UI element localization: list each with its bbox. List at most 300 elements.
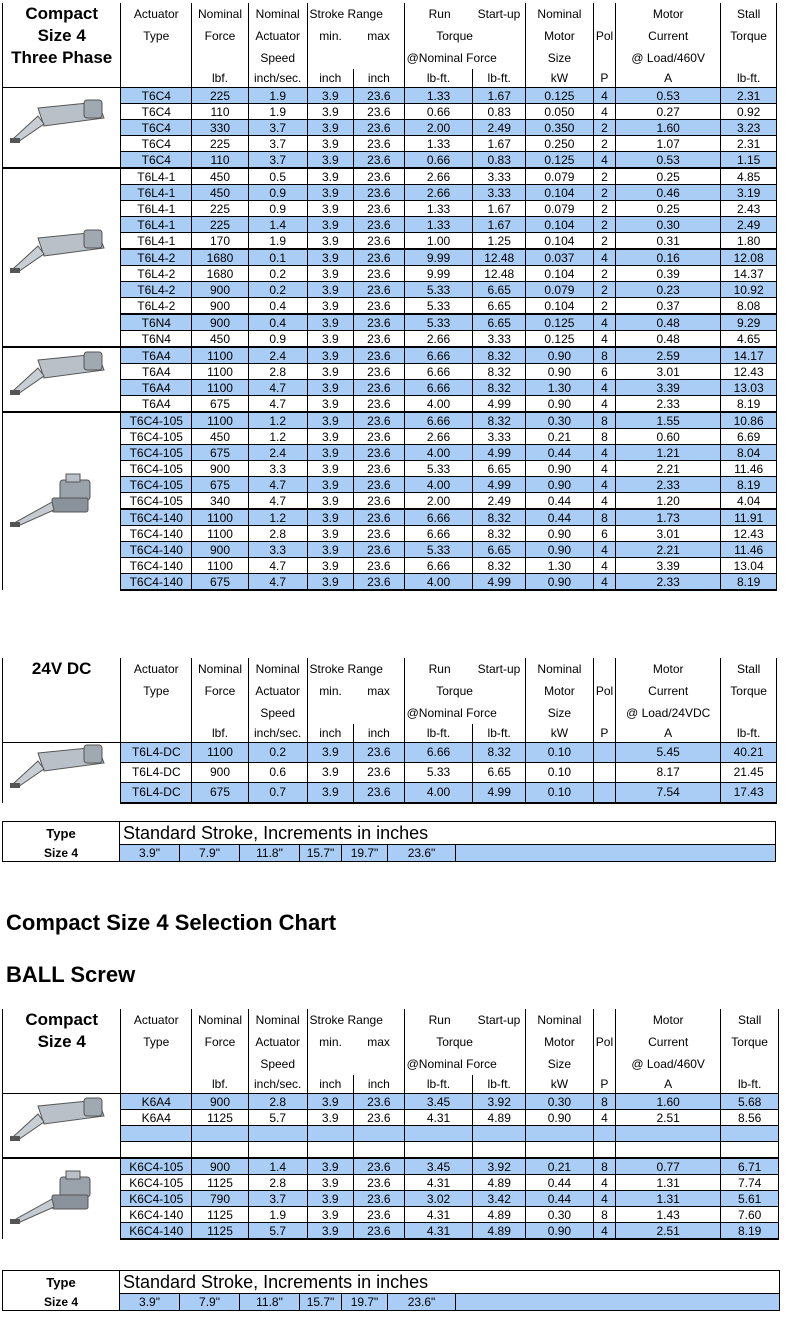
table-cell: 3.3 [248,461,307,477]
table-cell: 14.37 [721,266,777,282]
column-header [593,658,615,680]
table-cell: 4 [593,493,615,510]
table-cell: 8.32 [473,412,526,429]
table-cell: 23.6 [354,429,405,445]
table-cell: 0.125 [526,88,594,104]
table-cell [721,1142,779,1159]
table-cell: 0.125 [526,331,594,348]
column-header [192,47,249,69]
table-cell: 2.31 [721,136,777,152]
table-cell: 0.90 [526,477,594,493]
table-cell: 3.9 [307,152,354,169]
stroke-value: 11.8" [240,845,300,862]
table-cell: 2.66 [404,168,473,185]
table-cell: 3.9 [307,1175,354,1191]
unit-cell: P [593,1075,615,1094]
table-row [3,347,777,364]
table-cell: 170 [192,233,249,250]
column-header: min. [307,1031,354,1053]
table-cell: 2 [593,136,615,152]
table-cell: 900 [192,282,249,298]
table-cell: 6.65 [473,461,526,477]
column-header: Torque [721,680,777,702]
table-cell: 3.9 [307,429,354,445]
table-cell: 3.01 [616,364,721,380]
column-header: Current [616,680,721,702]
table-cell: 23.6 [354,412,405,429]
column-header [354,47,405,69]
table-cell [121,1126,192,1142]
table-cell: 0.77 [616,1158,721,1175]
table-cell: 900 [192,314,249,331]
stroke-value: 15.7" [300,1294,342,1311]
table-cell: 11.91 [721,509,777,526]
column-header: Start-up [473,1009,526,1031]
table-cell: 1.67 [473,201,526,217]
table-cell: 0.48 [616,314,721,331]
column-header: Motor [616,1009,721,1031]
header-row [3,25,777,47]
table-cell: 9.99 [404,249,473,266]
column-header: Actuator [121,3,192,25]
actuator-t6c4-image [3,88,121,169]
column-header: Pol [593,25,615,47]
table-cell [616,1126,721,1142]
section-label [3,702,121,724]
table-cell: 23.6 [354,298,405,315]
unit-cell: lb-ft. [404,1075,473,1094]
table-cell: 0.2 [248,282,307,298]
table-cell: 3.7 [248,152,307,169]
column-header: Actuator [248,25,307,47]
table-cell: 0.16 [616,249,721,266]
table-cell: 0.90 [526,574,594,591]
table-cell: T6N4 [121,314,192,331]
table-cell: 23.6 [354,314,405,331]
standard-stroke-table-ball [2,1270,780,1311]
unit-cell: lb-ft. [404,69,473,88]
unit-cell: lb-ft. [473,1075,526,1094]
table-cell: 8.32 [473,380,526,396]
table-cell: 2 [593,168,615,185]
table-cell: 1100 [192,380,249,396]
table-cell: 0.104 [526,217,594,233]
table-cell: 5.33 [404,314,473,331]
unit-cell: inch/sec. [248,69,307,88]
table-cell: T6L4-1 [121,233,192,250]
column-header: Current [616,25,721,47]
table-cell: 5.33 [404,282,473,298]
table-cell: 0.37 [616,298,721,315]
table-cell: 900 [192,542,249,558]
column-header [121,47,192,69]
table-cell: 0.10 [526,762,594,782]
actuator-k6c4-image [3,1158,121,1239]
table-cell: 4.99 [473,396,526,413]
table-cell: 2.4 [248,347,307,364]
table-cell: 3.9 [307,380,354,396]
stroke-table-title: Standard Stroke, Increments in inches [120,822,776,845]
section-label: Compact [3,3,121,25]
stroke-value: 23.6" [388,845,456,862]
table-cell: 0.25 [616,201,721,217]
unit-cell: lb-ft. [473,69,526,88]
unit-cell: A [616,1075,721,1094]
table-cell: 330 [192,120,249,136]
table-cell: 0.350 [526,120,594,136]
table-cell [526,1142,594,1159]
table-cell: 2.51 [616,1110,721,1126]
unit-cell: P [593,69,615,88]
column-header: Run [404,3,473,25]
table-cell: 6.71 [721,1158,779,1175]
table-cell: 23.6 [354,1223,405,1240]
table-cell: 790 [192,1191,249,1207]
column-header: Nominal [526,658,594,680]
column-header: Speed [248,47,307,69]
table-cell: 3.9 [307,396,354,413]
unit-cell [121,724,192,743]
table-cell: 2 [593,120,615,136]
column-header: max [354,680,405,702]
table-cell: 0.66 [404,104,473,120]
table-cell: 3.9 [307,782,354,803]
column-header [593,3,615,25]
table-cell: 3.9 [307,364,354,380]
table-cell: T6L4-2 [121,298,192,315]
table-cell: 3.9 [307,743,354,763]
table-cell: 4 [593,380,615,396]
table-cell: 23.6 [354,445,405,461]
table-cell: 2.49 [721,217,777,233]
table-cell: T6C4-105 [121,445,192,461]
table-cell [593,1126,615,1142]
column-header: Stall [721,3,777,25]
table-cell: 1.43 [616,1207,721,1223]
table-cell: 1100 [192,558,249,574]
table-cell: 1.9 [248,1207,307,1223]
column-header: Size [526,47,594,69]
stroke-value: 15.7" [300,845,342,862]
table-cell: 12.08 [721,249,777,266]
table-cell: 1.20 [616,493,721,510]
table-cell: 23.6 [354,461,405,477]
units-row [3,724,777,743]
units-row [3,69,777,88]
table-cell: 3.01 [616,526,721,542]
table-cell: 1.33 [404,201,473,217]
column-header: Force [192,1031,249,1053]
table-cell: T6L4-1 [121,168,192,185]
table-cell: 23.6 [354,120,405,136]
table-cell: 23.6 [354,217,405,233]
unit-cell: inch [307,69,354,88]
table-cell: 4.00 [404,574,473,591]
section-label: Three Phase [3,47,121,69]
table-cell: 0.66 [404,152,473,169]
table-cell: 14.17 [721,347,777,364]
table-cell: 1100 [192,743,249,763]
column-header [593,1053,615,1075]
table-cell: 3.9 [307,88,354,104]
table-cell: 1.4 [248,217,307,233]
table-cell: 3.9 [307,201,354,217]
table-cell: 0.90 [526,347,594,364]
table-cell: 6.66 [404,558,473,574]
table-cell: 0.9 [248,201,307,217]
table-cell: 2.66 [404,429,473,445]
unit-cell: inch [354,724,405,743]
table-cell: 2 [593,201,615,217]
table-cell: 23.6 [354,168,405,185]
table-cell: 0.7 [248,782,307,803]
column-header: Start-up [473,3,526,25]
table-cell: 900 [192,762,249,782]
table-cell: 3.45 [404,1094,473,1110]
table-cell: 3.9 [307,331,354,348]
stroke-size-label: Size 4 [3,845,120,862]
table-cell: 3.92 [473,1094,526,1110]
table-cell: 2.8 [248,1175,307,1191]
table-cell: 2 [593,298,615,315]
column-header: Actuator [248,1031,307,1053]
table-cell: 5.7 [248,1223,307,1240]
table-cell: 2.21 [616,461,721,477]
table-cell: 0.104 [526,233,594,250]
table-cell: 0.83 [473,104,526,120]
table-cell: 4.65 [721,331,777,348]
table-cell: 3.9 [307,412,354,429]
stroke-table-title: Standard Stroke, Increments in inches [120,1271,780,1294]
table-cell: 0.30 [526,412,594,429]
table-cell: 1.60 [616,120,721,136]
section-label [3,680,121,702]
table-cell: 11.46 [721,461,777,477]
unit-cell: A [616,69,721,88]
table-row [3,743,777,763]
table-cell: 8 [593,1158,615,1175]
column-header: Torque [404,1031,473,1053]
table-cell: 6.66 [404,380,473,396]
table-cell: 2.21 [616,542,721,558]
table-row [3,1158,779,1175]
table-cell: 23.6 [354,558,405,574]
table-cell: 2.00 [404,493,473,510]
table-cell: 3.19 [721,185,777,201]
table-cell: 23.6 [354,266,405,282]
table-cell: 0.5 [248,168,307,185]
table-cell: 3.9 [307,266,354,282]
section-label [3,69,121,88]
stroke-value: 23.6" [388,1294,456,1311]
column-header: Motor [526,1031,594,1053]
table-cell: 1.30 [526,380,594,396]
table-cell: 2 [593,217,615,233]
three-phase-spec-table [2,3,777,591]
table-cell: T6C4-105 [121,477,192,493]
table-cell: 7.54 [616,782,721,803]
table-cell: 6.65 [473,542,526,558]
column-header [593,702,615,724]
table-cell: 6.69 [721,429,777,445]
column-header: min. [307,25,354,47]
table-cell: 0.125 [526,314,594,331]
section-label [3,724,121,743]
table-cell: 11.46 [721,542,777,558]
column-header: max [354,25,405,47]
table-cell: T6C4-105 [121,412,192,429]
table-cell: 110 [192,152,249,169]
stroke-value: 19.7" [342,1294,388,1311]
column-header [354,1053,405,1075]
table-cell: 23.6 [354,282,405,298]
table-cell: 3.9 [307,136,354,152]
table-cell: 2.00 [404,120,473,136]
table-cell: 2.59 [616,347,721,364]
table-cell: 0.39 [616,266,721,282]
table-cell: 4.31 [404,1207,473,1223]
table-cell: 4 [593,249,615,266]
table-cell: 7.74 [721,1175,779,1191]
table-cell: 3.9 [307,558,354,574]
table-cell [307,1126,354,1142]
table-cell: 2.51 [616,1223,721,1240]
table-cell: 23.6 [354,509,405,526]
table-cell: 0.050 [526,104,594,120]
table-cell: 2 [593,266,615,282]
table-cell: 3.9 [307,298,354,315]
column-header [473,680,526,702]
table-cell: 0.104 [526,266,594,282]
table-cell: 450 [192,429,249,445]
table-cell: T6L4-2 [121,249,192,266]
table-cell: 0.079 [526,168,594,185]
section-label: Compact [3,1009,121,1031]
table-cell: 8.32 [473,743,526,763]
table-cell: 900 [192,1158,249,1175]
table-cell [121,1142,192,1159]
stroke-type-label: Type [3,1271,120,1294]
table-cell: 8.08 [721,298,777,315]
standard-stroke-table [2,821,776,862]
table-cell: 0.46 [616,185,721,201]
column-header [721,47,777,69]
table-cell: 8.32 [473,364,526,380]
table-cell: 1.31 [616,1191,721,1207]
column-header: Type [121,25,192,47]
table-cell: 6.66 [404,347,473,364]
column-header [721,1053,779,1075]
table-cell [307,1142,354,1159]
column-header: Speed [248,1053,307,1075]
unit-cell: lbf. [192,1075,249,1094]
table-cell [248,1142,307,1159]
table-cell: 3.9 [307,233,354,250]
table-cell: T6C4 [121,104,192,120]
header-row [3,658,777,680]
column-header: @Nominal Force [404,1053,473,1075]
table-cell: 23.6 [354,88,405,104]
actuator-t6l4-image [3,168,121,347]
table-cell: 3.9 [307,461,354,477]
table-cell: 5.7 [248,1110,307,1126]
column-header: Type [121,680,192,702]
table-cell: 0.90 [526,526,594,542]
column-header: @ Load/460V [616,47,721,69]
table-cell: 3.9 [307,1223,354,1240]
column-header: Stroke Range [307,1009,354,1031]
table-cell: 0.2 [248,743,307,763]
table-cell: 3.9 [307,1094,354,1110]
table-cell: 8.32 [473,526,526,542]
column-header: Nominal [248,3,307,25]
table-cell: 0.104 [526,185,594,201]
column-header: Pol [593,680,615,702]
table-cell: 1100 [192,347,249,364]
table-cell: T6C4 [121,88,192,104]
table-cell: T6C4 [121,152,192,169]
unit-cell: lb-ft. [473,724,526,743]
column-header: Motor [526,680,594,702]
table-cell: 3.9 [307,574,354,591]
column-header [192,1053,249,1075]
table-cell [593,743,615,763]
table-cell: 5.45 [616,743,721,763]
table-cell: 3.9 [307,314,354,331]
table-cell: 0.10 [526,743,594,763]
table-cell: 3.9 [307,217,354,233]
table-cell: T6L4-DC [121,782,192,803]
table-cell: 23.6 [354,1158,405,1175]
table-cell: 2.8 [248,1094,307,1110]
table-cell: 4 [593,396,615,413]
table-cell: K6C4-105 [121,1191,192,1207]
column-header: Speed [248,702,307,724]
table-cell: 8.19 [721,574,777,591]
table-cell: 1.73 [616,509,721,526]
table-cell: 0.037 [526,249,594,266]
table-cell: 450 [192,168,249,185]
ball-screw-heading: BALL Screw [6,962,136,987]
table-cell: 3.9 [307,762,354,782]
column-header: @ Load/24VDC [616,702,721,724]
column-header: Stroke Range [307,3,354,25]
table-cell: 3.9 [307,104,354,120]
table-cell: 2.66 [404,185,473,201]
unit-cell: inch [307,1075,354,1094]
table-cell: 23.6 [354,493,405,510]
table-cell: 10.92 [721,282,777,298]
table-cell: 225 [192,88,249,104]
table-cell: 6.65 [473,762,526,782]
table-cell: 23.6 [354,574,405,591]
table-cell: 23.6 [354,347,405,364]
table-cell: 4.89 [473,1110,526,1126]
table-cell: 0.44 [526,509,594,526]
table-cell: 23.6 [354,762,405,782]
table-cell: 0.25 [616,168,721,185]
table-cell [616,1142,721,1159]
table-cell [192,1126,249,1142]
table-cell: 1.33 [404,136,473,152]
table-cell: 1.15 [721,152,777,169]
column-header [593,1009,615,1031]
table-cell: 0.30 [526,1207,594,1223]
table-cell: 2.33 [616,574,721,591]
column-header: Motor [616,658,721,680]
table-cell [593,782,615,803]
table-cell: 3.9 [307,1158,354,1175]
